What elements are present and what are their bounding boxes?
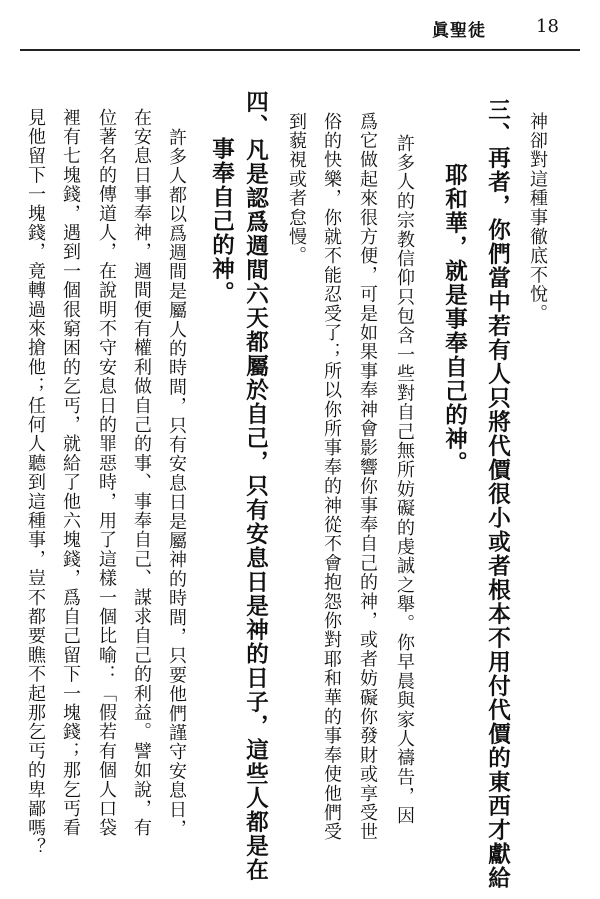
text-column-13: 裡有七塊錢，遇到一個很窮困的乞丐，就給了他六塊錢，爲自己留下一塊錢；那乞丐看 (60, 108, 81, 838)
text-column-11: 在安息日事奉神，週間便有權利做自己的事、事奉自己、謀求自己的利益。譬如說，有 (131, 108, 152, 838)
running-head-title: 眞聖徒 (432, 21, 486, 41)
text-column-10: 許多人都以爲週間是屬人的時間，只有安息日是屬神的時間，只要他們謹守安息日， (166, 128, 187, 839)
section-heading-3: 三、再者，你們當中若有人只將代價很小或者根本不用付代價的東西才獻給 (484, 98, 511, 890)
text-column-6: 俗的快樂，你就不能忍受了；所以你所事奉的神從不會抱怨你對耶和華的事奉使他們受 (321, 112, 342, 842)
text-column-1: 神卻對這種事徹底不悅。 (527, 112, 548, 324)
text-column-14: 見他留下一塊錢，竟轉過來搶他；任何人聽到這種事，豈不都要瞧不起那乞丐的卑鄙嗎？ (25, 108, 46, 857)
section-heading-4: 四、凡是認爲週間六天都屬於自己，只有安息日是神的日子，這些人都是在 (242, 90, 269, 882)
text-column-5: 爲它做起來很方便，可是如果事奉神會影響你事奉自己的神，或者妨礙你發財或享受世 (357, 112, 378, 842)
section-heading-4-cont: 事奉自己的神。 (208, 137, 235, 305)
text-column-7: 到藐視或者怠慢。 (286, 112, 307, 266)
text-column-4: 許多人的宗教信仰只包含一些對自己無所妨礙的虔誠之舉。你早晨與家人禱告，因 (394, 134, 415, 826)
page-number: 18 (536, 16, 559, 37)
section-heading-3-cont: 耶和華，就是事奉自己的神。 (441, 163, 468, 475)
header-rule (20, 49, 580, 51)
text-column-12: 位著名的傳道人，在說明不守安息日的罪惡時，用了這樣一個比喻：「假若有個人口袋 (96, 108, 117, 838)
